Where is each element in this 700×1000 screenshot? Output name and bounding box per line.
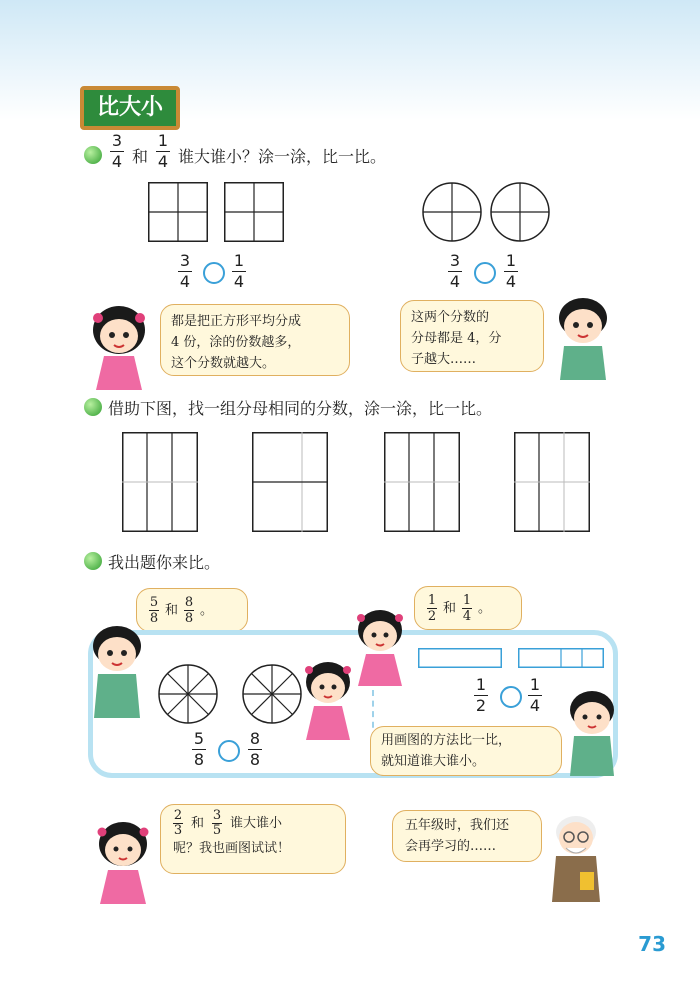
circle-eighths-left[interactable] xyxy=(158,664,218,724)
bubble-one-half: 1 2 和 1 4 。 xyxy=(414,586,522,630)
bullet-icon xyxy=(84,552,102,570)
girl-character-icon xyxy=(84,300,154,392)
square-grid-left[interactable] xyxy=(148,182,208,242)
boy-character-icon xyxy=(548,292,618,382)
fraction-one-quarter: 1 4 xyxy=(157,131,169,171)
bubble-five-eighths: 5 8 和 8 8 。 xyxy=(136,588,248,632)
rect-grid-2[interactable] xyxy=(252,432,328,532)
girl-speech-bubble-2: 2 3 和 3 5 谁大谁小 呢？我也画图试试！ xyxy=(160,804,346,874)
circle-grid-right[interactable] xyxy=(490,182,550,242)
strip-halves[interactable] xyxy=(418,648,502,668)
boy-speech-bubble-1: 这两个分数的 分母都是 4，分 子越大…… xyxy=(400,300,544,372)
strip-quarters[interactable] xyxy=(518,648,604,668)
question-connector: 和 xyxy=(132,147,149,166)
question-text-2: 借助下图，找一组分母相同的分数，涂一涂，比一比。 xyxy=(108,399,493,418)
girl-character-icon xyxy=(90,816,156,906)
bullet-icon xyxy=(84,146,102,164)
boy-character-icon xyxy=(560,686,624,778)
square-grid-right[interactable] xyxy=(224,182,284,242)
bullet-icon xyxy=(84,398,102,416)
section-title: 比大小 xyxy=(80,86,180,130)
question-text-3: 我出题你来比。 xyxy=(108,553,221,572)
compare-quarter-fraction: 1 4 xyxy=(529,675,541,715)
compare-half-fraction: 1 2 xyxy=(475,675,487,715)
compare-square-right-fraction: 1 4 xyxy=(233,251,245,291)
compare-five-eighths-fraction: 5 8 xyxy=(193,729,205,769)
circle-grid-left[interactable] xyxy=(422,182,482,242)
compare-circle-right-fraction: 1 4 xyxy=(505,251,517,291)
rect-grid-1[interactable] xyxy=(122,432,198,532)
compare-circle-circles[interactable] xyxy=(474,262,496,284)
girl-character-icon xyxy=(298,656,358,742)
compare-circle-strips[interactable] xyxy=(500,686,522,708)
compare-circle-square[interactable] xyxy=(203,262,225,284)
circle-eighths-right[interactable] xyxy=(242,664,302,724)
boy-speech-bubble-2: 用画图的方法比一比， 就知道谁大谁小。 xyxy=(370,726,562,776)
teacher-character-icon xyxy=(544,808,608,904)
compare-circle-left-fraction: 3 4 xyxy=(449,251,461,291)
page-number: 73 xyxy=(638,932,666,956)
question-text-1: 谁大谁小？涂一涂，比一比。 xyxy=(178,147,387,166)
compare-circle-eighths[interactable] xyxy=(218,740,240,762)
girl-speech-bubble-1: 都是把正方形平均分成 4 份，涂的份数越多， 这个分数就越大。 xyxy=(160,304,350,376)
compare-eight-eighths-fraction: 8 8 xyxy=(249,729,261,769)
compare-square-left-fraction: 3 4 xyxy=(179,251,191,291)
teacher-speech-bubble: 五年级时，我们还 会再学习的…… xyxy=(392,810,542,862)
rect-grid-3[interactable] xyxy=(384,432,460,532)
fraction-three-quarters: 3 4 xyxy=(111,131,123,171)
girl-character-icon xyxy=(350,604,410,688)
boy-character-icon xyxy=(84,620,150,720)
rect-grid-4[interactable] xyxy=(514,432,590,532)
